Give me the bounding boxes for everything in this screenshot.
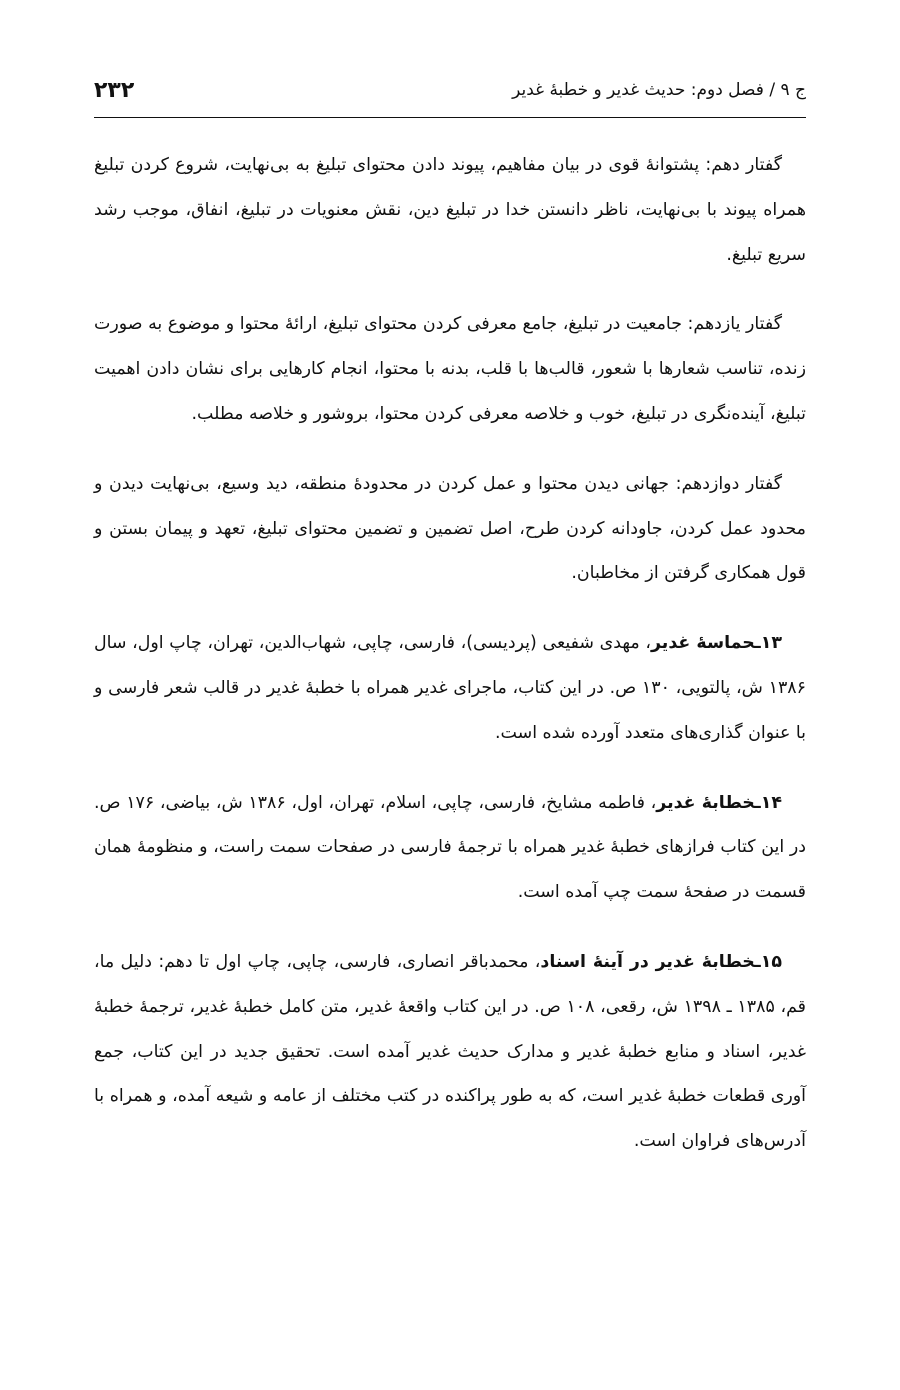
entry-title: ۱۵ـخطابهٔ غدیر در آینهٔ اسناد <box>540 951 782 972</box>
header-rule <box>94 117 806 118</box>
entry-title: ۱۴ـخطابهٔ غدیر <box>656 792 782 813</box>
book-page <box>94 0 806 1390</box>
paragraph-talk-11 <box>94 302 806 436</box>
entry-text: ، فاطمه مشایخ، فارسی، چاپی، اسلام، تهران، اول، ۱۳۸۶ ش، بیاضی، ۱۷۶ ص. در این کتاب فرازهای خطبهٔ غدیر همراه با ترجمهٔ فارسی در صفحات سمت راست، و منظومهٔ همان قسمت در صفحهٔ سمت چپ آمده است. <box>94 792 806 903</box>
paragraph-text: گفتار دوازدهم: جهانی دیدن محتوا و عمل کردن در محدودهٔ منطقه، دید وسیع، بی‌نهایت دیدن و محدود عمل کردن، جاودانه کردن طرح، اصل تضمین و تضمین محتوای تبلیغ، تعهد و پیمان بستن و قول همکاری گرفتن از مخاطبان. <box>94 473 806 584</box>
entry-13 <box>94 621 806 755</box>
page-header <box>94 70 806 110</box>
paragraph-text: گفتار دهم: پشتوانهٔ قوی در بیان مفاهیم، پیوند دادن محتوای تبلیغ به بی‌نهایت، شروع کردن تبلیغ همراه پیوند با بی‌نهایت، ناظر دانستن خدا در تبلیغ دین، نقش معنویات در تبلیغ، انفاق، موجب رشد سریع تبلیغ. <box>94 155 806 265</box>
entry-text: ، محمدباقر انصاری، فارسی، چاپی، چاپ اول تا دهم: دلیل ما، قم، ۱۳۸۵ ـ ۱۳۹۸ ش، رقعی، ۱۰۸ ص. در این کتاب واقعهٔ غدیر، متن کامل خطبهٔ غدیر، ترجمهٔ خطبهٔ غدیر، اسناد و منابع خطبهٔ غدیر و مدارک حدیث غدیر آمده است. تحقیق جدید در این کتاب، جمع آوری قطعات خطبهٔ غدیر است، که به طور پراکنده در کتب مختلف از عامه و شیعه آمده، و همراه با آدرس‌های فراوان است. <box>94 951 806 1152</box>
entry-title: ۱۳ـحماسهٔ غدیر <box>650 633 782 654</box>
paragraph-text: گفتار یازدهم: جامعیت در تبلیغ، جامع معرفی کردن محتوای تبلیغ، ارائهٔ محتوا و موضوع به صورت زنده، تناسب شعارها با شعور، قالب‌ها با قلب، بدنه با محتوا، انجام کارهایی برای نشان دادن اهمیت تبلیغ، آینده‌نگری در تبلیغ، خوب و خلاصه معرفی کردن محتوا، بروشور و خلاصه مطلب. <box>94 314 806 424</box>
page-body <box>94 143 806 1189</box>
entry-text: ، مهدی شفیعی (پردیسی)، فارسی، چاپی، شهاب‌الدین، تهران، چاپ اول، سال ۱۳۸۶ ش، پالتویی، ۱۳۰ ص. در این کتاب، ماجرای غدیر همراه با خطبهٔ غدیر در قالب شعر فارسی و با عنوان گذاری‌های متعدد آورده شده است. <box>94 633 806 743</box>
entry-15 <box>94 940 806 1164</box>
running-head: ج ۹ / فصل دوم: حدیث غدیر و خطبهٔ غدیر <box>512 80 806 100</box>
page-number: ۲۳۲ <box>94 77 135 103</box>
paragraph-talk-10 <box>94 143 806 277</box>
paragraph-talk-12 <box>94 462 806 596</box>
entry-14 <box>94 781 806 915</box>
